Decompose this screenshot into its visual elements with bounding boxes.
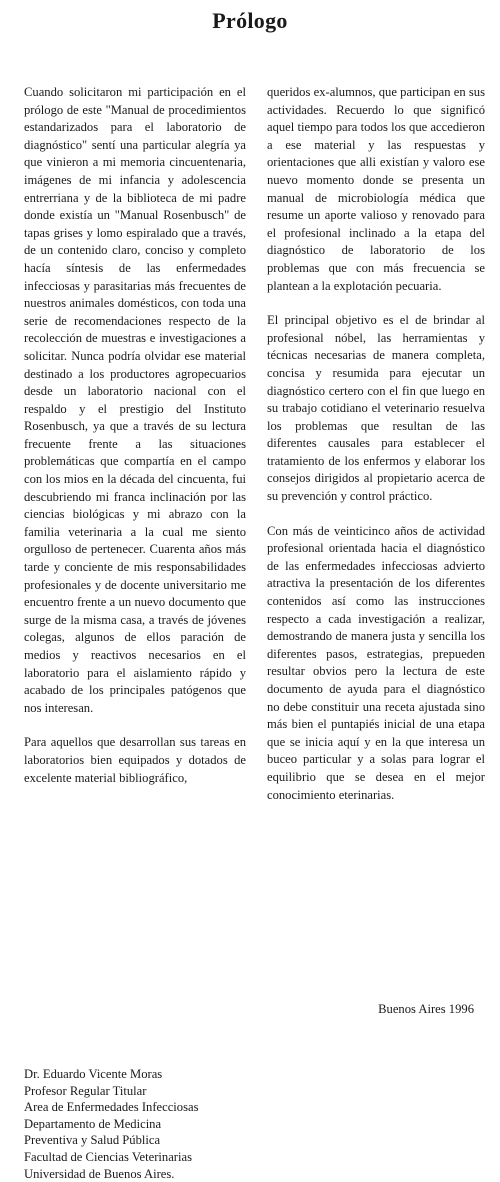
page-title: Prólogo xyxy=(212,8,288,33)
right-column xyxy=(267,84,485,821)
signature-department-cont: Preventiva y Salud Pública xyxy=(24,1133,161,1148)
signature-university: Universidad de Buenos Aires. xyxy=(24,1166,175,1181)
signature-area: Area de Enfermedades Infecciosas xyxy=(24,1100,199,1115)
paragraph-intro: Cuando solicitaron mi participación en el prólogo de este "Manual de procedimientos estandarizados para el laboratorio de diagnóstico" sentí una particular alegría ya que vinieron a mi memoria cincuentenaria, imágenes de mi infancia y adolescencia entrerriana y de la biblioteca de mi padre donde existía un "Manual Rosenbusch" de tapas grises y lomo espiralado que a través, de un contenido claro, conciso y completo hacía síntesis de las enfermedades infecciosas y parasitarias más frecuentes de nuestros animales domésticos, con toda una serie de recomendaciones respecto de la recolección de muestras e investigaciones a solicitar. Nunca podría olvidar ese material destinado a los productores agropecuarios desde un laboratorio nacional con el respaldo y el prestigio del Instituto Rosenbusch, ya que a través de su lectura frecuente frente a las situaciones problemáticas que compartía en el campo con los mios en la década del cincuenta, fui descubriendo mi franca inclinación por las ciencias biológicas y mi abrazo con la familia veterinaria a la cual me siento orgulloso de pertenecer. Cuarenta años más tarde y conciente de mis responsabilidades profesionales y de docente universitario me encuentro frente a un nuevo documento que surge de la misma casa, a través de jóvenes colegas, algunos de ellos paración de medios y reactivos necesarios en el laboratorio para el aislamiento rápido y acabado de los principales patógenos que nos interesan. xyxy=(24,85,246,715)
paragraph-objective: El principal objetivo es el de brindar al profesional nóbel, las herramientas y técnicas necesarias de manera completa, concisa y resumida para ejecutar un diagnóstico certero con el fin que luego en su trabajo cotidiano el veterinario resuelva los problemas que resultan de las diferentes causales para establecer el tratamiento de los enfermos y elaborar los consejos dirigidos al propietario acerca de su prevención y control práctico. xyxy=(267,313,485,504)
place-and-date: Buenos Aires 1996 xyxy=(378,1002,474,1016)
paragraph-experience: Con más de veinticinco años de actividad profesional orientada hacia el diagnóstico de las enfermedades infecciosas advierto atractiva la presentación de los diferentes contenidos así como las instrucciones respecto a cada investigación a realizar, demostrando de manera justa y sencilla los diferentes pasos, estrategias, prepueden resultar obvios pero la lectura de este documento de ayuda para el diagnóstico no debe constituir una receta ajustada sino más bien el puntapiés inicial de una etapa que se inicia aquí y en la que interesa un buceo particular y a solas para lograr el equilibrio que se desea en el mejor conocimiento eterinarias. xyxy=(267,523,485,802)
signature-name: Dr. Eduardo Vicente Moras xyxy=(24,1067,163,1081)
paragraph-laboratories: Para aquellos que desarrollan sus tareas en laboratorios bien equipados y dotados de excelente material bibliográfico, xyxy=(24,735,246,785)
left-column xyxy=(24,84,246,804)
signature-position: Profesor Regular Titular xyxy=(24,1083,147,1098)
signature-faculty: Facultad de Ciencias Veterinarias xyxy=(24,1149,192,1164)
paragraph-former-students: queridos ex-alumnos, que participan en sus actividades. Recuerdo lo que significó aquel tiempo para todos los que accedieron a ese material y las respuestas y orientaciones que alli existían y valoro ese nuevo momento donde se presenta un manual de microbiología médica que resume un aporte valioso y renovado para el profesional inclinado a la etapa del diagnóstico de laboratorio de los problemas que con más frecuencia se plantean a la explotación pecuaria. xyxy=(267,85,485,293)
signature-department: Departamento de Medicina xyxy=(24,1116,162,1131)
signature-block xyxy=(24,1066,198,1182)
